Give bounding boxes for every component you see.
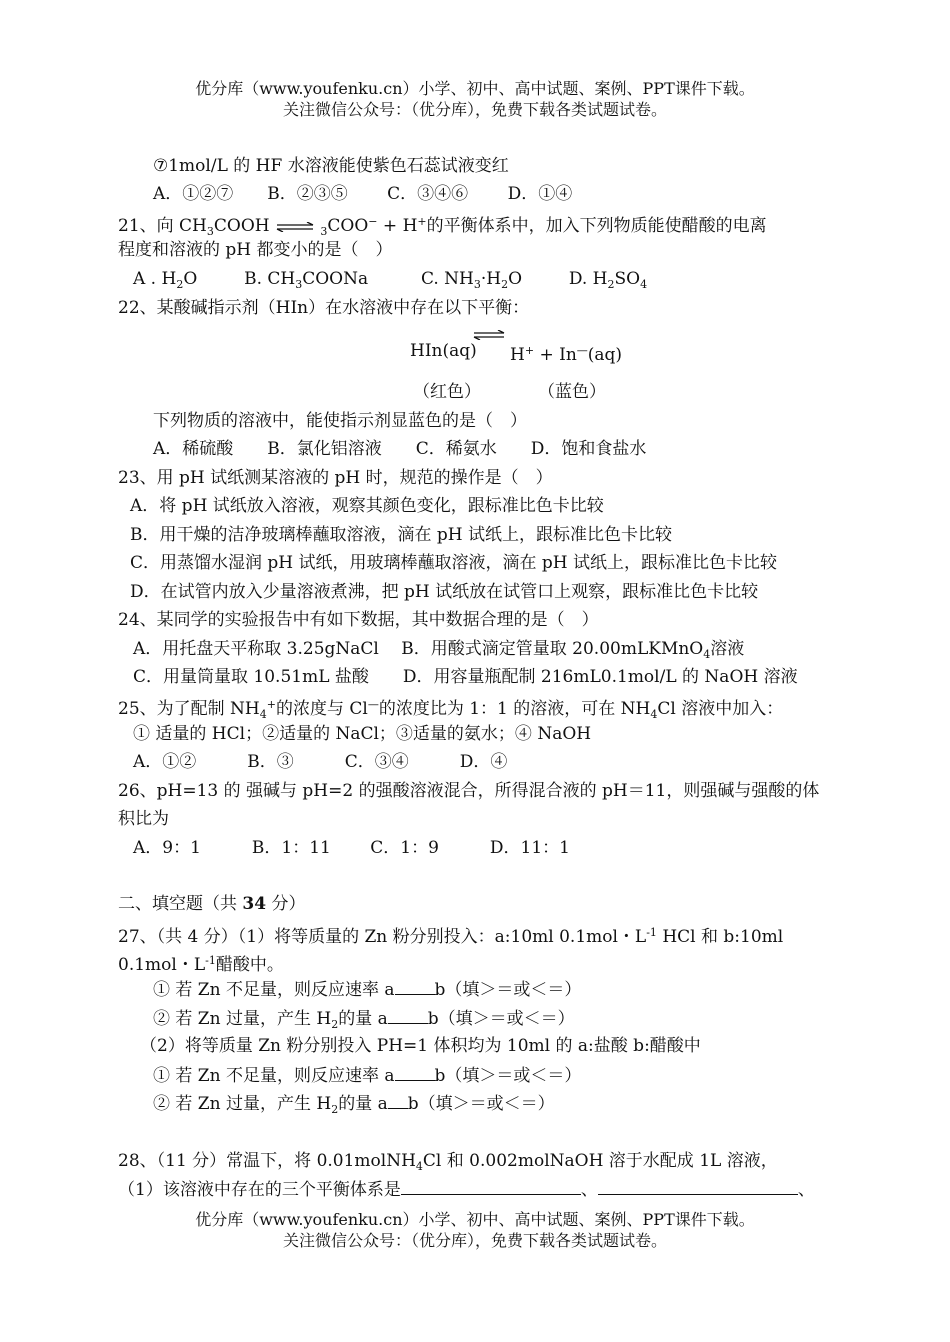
q22-options: A．稀硫酸 B．氯化铝溶液 C．稀氨水 D．饱和食盐水	[153, 439, 647, 459]
q22-question: 下列物质的溶液中，能使指示剂显蓝色的是（ ）	[153, 411, 527, 431]
equilibrium-arrow-icon	[472, 330, 506, 340]
answer-blank[interactable]	[388, 1007, 428, 1024]
answer-blank[interactable]	[401, 1178, 581, 1195]
q25-items: ① 适量的 HCl；②适量的 NaCl；③适量的氨水；④ NaOH	[133, 724, 592, 744]
q21-stem: 21、向 $CH_3COOH$ $_3$COO− + H+的平衡体系中，加入下列物质能使醋酸的电离	[118, 215, 767, 238]
header-line-1: 优分库（www.youfenku.cn）小学、初中、高中试题、案例、PPT课件下载。	[195, 79, 755, 98]
footer-line-2: 关注微信公众号：（优分库），免费下载各类试题试卷。	[282, 1231, 667, 1250]
q27-part-2: （2）将等质量 Zn 粉分别投入 PH=1 体积均为 10ml 的 a:盐酸 b:醋酸中	[140, 1036, 701, 1056]
q23-stem: 23、用 pH 试纸测某溶液的 pH 时，规范的操作是（ ）	[118, 468, 553, 488]
answer-blank[interactable]	[395, 1064, 435, 1081]
q23-option-c: C．用蒸馏水湿润 pH 试纸，用玻璃棒蘸取溶液，滴在 pH 试纸上，跟标准比色卡比较	[130, 553, 778, 573]
q20-options: A．①②⑦ B．②③⑤ C．③④⑥ D．①④	[153, 184, 573, 204]
q20-item-7: ⑦1mol/L 的 HF 水溶液能使紫色石蕊试液变红	[153, 156, 509, 176]
q27-stem-line-2: 0.1mol・$L^{-1}$醋酸中。	[118, 954, 284, 975]
q26-stem: 26、pH=13 的 强碱与 pH=2 的强酸溶液混合，所得混合液的 pH＝11，则强碱与强酸的体	[118, 781, 820, 801]
q27-sub-2: ② 若 Zn 过量，产生 $H_2$的量 a b（填＞＝或＜＝）	[153, 1009, 575, 1031]
q21-options: A . $H_2O$ B. $CH_3COONa$ C. $NH_3\cdot H_2O$ D. $H_2SO_4$	[133, 269, 648, 291]
q27-sub-3: ① 若 Zn 不足量，则反应速率 a b（填＞＝或＜＝）	[153, 1066, 582, 1086]
q28-stem: 28、（11 分）常温下，将 0.01molNH$_4$Cl 和 0.002molNaOH 溶于水配成 1L 溶液，	[118, 1151, 778, 1173]
footer-line-1: 优分库（www.youfenku.cn）小学、初中、高中试题、案例、PPT课件下载。	[195, 1210, 755, 1229]
q27-stem: 27、（共 4 分）（1）将等质量的 Zn 粉分别投入：a:10ml 0.1mol・$L^{-1}$ HCl 和 b:10ml	[118, 926, 784, 947]
q22-stem: 22、某酸碱指示剂（HIn）在水溶液中存在以下平衡：	[118, 298, 530, 318]
q23-option-a: A．将 pH 试纸放入溶液，观察其颜色变化，跟标准比色卡比较	[130, 496, 604, 516]
q26-options: A．9：1 B．1：11 C．1：9 D．11：1	[133, 838, 570, 858]
q24-options-cd: C．用量筒量取 10.51mL 盐酸 D．用容量瓶配制 216mL0.1mol/L 的 NaOH 溶液	[133, 667, 798, 687]
q22-equation-right: H+ + In—(aq)	[510, 344, 623, 365]
answer-blank[interactable]	[395, 978, 435, 995]
q28-part-1: （1）该溶液中存在的三个平衡体系是 、 、	[118, 1180, 815, 1200]
q26-stem-line-2: 积比为	[118, 809, 169, 829]
q22-equation-left: HIn(aq)	[410, 341, 477, 361]
q23-option-d: D．在试管内放入少量溶液煮沸，把 pH 试纸放在试管口上观察，跟标准比色卡比较	[130, 582, 759, 602]
equilibrium-arrow-icon	[275, 222, 315, 232]
q22-color-blue: （蓝色）	[538, 382, 606, 402]
answer-blank[interactable]	[388, 1092, 408, 1109]
q25-stem: 25、为了配制 $NH_4^+$的浓度与 Cl—的浓度比为 1：1 的溶液，可在 $NH_4Cl$ 溶液中加入：	[118, 698, 784, 721]
header-line-2: 关注微信公众号：（优分库），免费下载各类试题试卷。	[282, 100, 667, 119]
q27-sub-4: ② 若 Zn 过量，产生 $H_2$的量 a b（填＞＝或＜＝）	[153, 1094, 555, 1116]
q23-option-b: B．用干燥的洁净玻璃棒蘸取溶液，滴在 pH 试纸上，跟标准比色卡比较	[130, 525, 673, 545]
q25-options: A．①② B．③ C．③④ D．④	[133, 752, 508, 772]
q24-stem: 24、某同学的实验报告中有如下数据，其中数据合理的是（ ）	[118, 610, 599, 630]
q24-options-ab: A．用托盘天平称取 3.25gNaCl B．用酸式滴定管量取 20.00mLKMnO$_4$溶液	[133, 639, 745, 661]
answer-blank[interactable]	[598, 1178, 798, 1195]
q22-color-red: （红色）	[413, 382, 481, 402]
section-2-title: 二、填空题（共 34 分）	[118, 894, 306, 914]
q21-stem-line-2: 程度和溶液的 pH 都变小的是（ ）	[118, 240, 393, 260]
q27-sub-1: ① 若 Zn 不足量，则反应速率 a b（填＞＝或＜＝）	[153, 980, 582, 1000]
